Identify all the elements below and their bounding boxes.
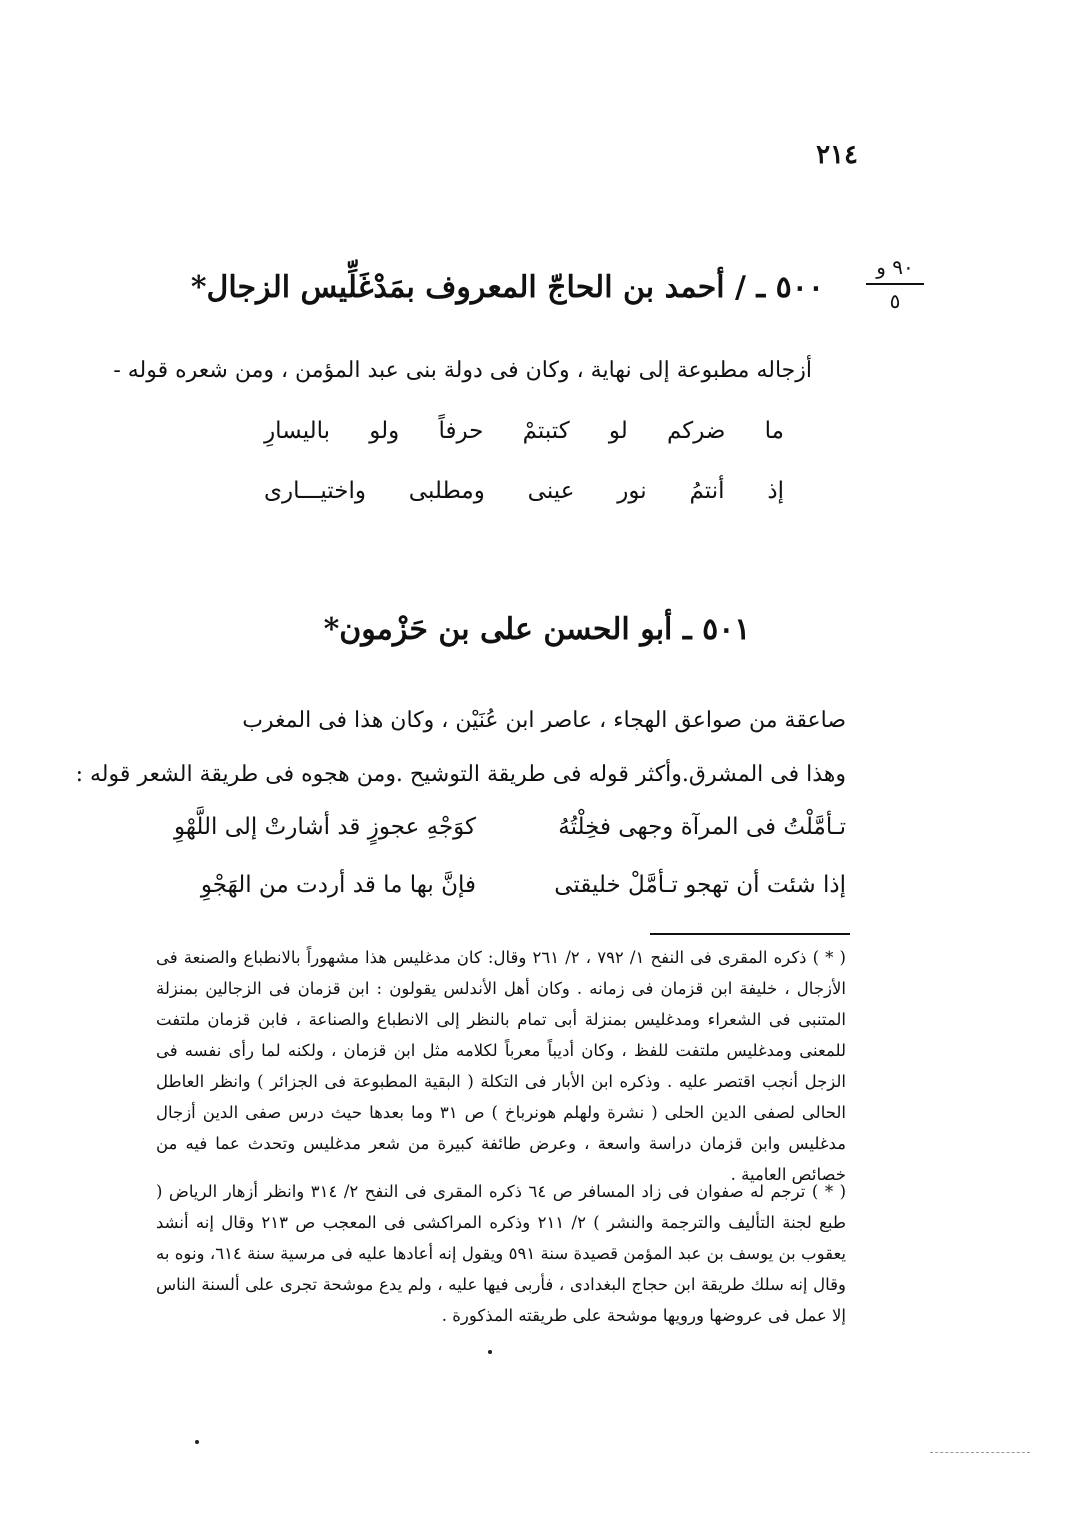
entry-500-verse-2 xyxy=(264,478,784,504)
footnote-2: ( * ) ترجم له صفوان فى زاد المسافر ص ٦٤ ذكره المقرى فى النفح ٢/ ٣١٤ وانظر أزهار الرياض ( طبع لجنة التأليف والترجمة والنشر ) ٢/ ٢١١ وذكره المراكشى فى المعجب ص ٢١٣ وقال إنه أنشد يعقوب بن يوسف بن عبد المؤمن قصيدة سنة ٥٩١ ويقول إنه أعادها عليه فى مرسية سنة ٦١٤، ونوه به وقال إنه سلك طريقة ابن حجاج البغدادى ، فأربى فيها عليه ، ولم يدع موشحة تجرى على ألسنة الناس إلا عمل فى عروضها ورويها موشحة على طريقته المذكورة . xyxy=(156,1182,847,1325)
scan-artifact-line xyxy=(930,1452,1030,1453)
entry-500-heading: ٥٠٠ ـ / أحمد بن الحاجّ المعروف بمَدْغَلِّيس الزجال* xyxy=(190,270,824,305)
margin-note-divider xyxy=(866,283,924,285)
footnote-1: ( * ) ذكره المقرى فى النفح ١/ ٧٩٢ ، ٢/ ٢٦١ وقال: كان مدغليس هذا مشهوراً بالانطباع والصنعة فى الأزجال ، خليفة ابن قزمان فى زمانه . وكان أهل الأندلس يقولون : ابن قزمان فى الزجالين بمنزلة المتنبى فى الشعراء ومدغليس بمنزلة أبى تمام بالنظر إلى الانطباع والصناعة ، فابن قزمان ملتفت للمعنى ومدغليس ملتفت للفظ ، وكان أديباً معرباً لكلامه مثل ابن قزمان ، ولكنه لما رأى نفسه فى الزجل أنجب اقتصر عليه . وذكره ابن الأبار فى التكلة ( البقية المطبوعة فى الجزائر ) وانظر العاطل الحالى لصفى الدين الحلى ( نشرة ولهلم هونرباخ ) ص ٣١ وما بعدها حيث درس صفى الدين أزجال مدغليس وابن قزمان دراسة واسعة ، وعرض طائفة كبيرة من شعر مدغليس وتحدث عما فيه من خصائص العامية . xyxy=(156,948,846,1184)
verse-word: كتبتمْ xyxy=(522,418,570,444)
margin-note-top: ٩٠ و xyxy=(876,255,914,279)
entry-501-verse-2-first: إذا شئت أن تهجو تـأمَّلْ خليقتى xyxy=(554,872,846,898)
entry-501-line-1: صاعقة من صواعق الهجاء ، عاصر ابن عُنَيْن ، وكان هذا فى المغرب xyxy=(242,708,846,733)
verse-word: أنتمُ xyxy=(689,478,725,504)
verse-word: حرفاً xyxy=(438,418,484,444)
entry-501-line-2: وهذا فى المشرق.وأكثر قوله فى طريقة التوشيح .ومن هجوه فى طريقة الشعر قوله : xyxy=(75,762,846,787)
verse-word: واختيـــارى xyxy=(264,478,366,504)
entry-501-verse-1-first: تـأمَّلْتُ فى المرآة وجهى فخِلْتُهُ xyxy=(558,814,846,840)
entry-501-heading: ٥٠١ ـ أبو الحسن على بن حَزْمون* xyxy=(323,612,751,647)
verse-word: عينى xyxy=(527,478,575,504)
entry-501-verse-1-second: كوَجْهِ عجوزٍ قد أشارتْ إلى اللَّهْوِ xyxy=(173,814,476,840)
speck-mark xyxy=(488,1350,492,1354)
entry-501-verse-2-second: فإنَّ بها ما قد أردت من الهَجْوِ xyxy=(200,872,476,898)
margin-note xyxy=(860,255,930,313)
verse-word: ولو xyxy=(369,418,400,444)
verse-word: ضركم xyxy=(666,418,726,444)
entry-500-intro: أزجاله مطبوعة إلى نهاية ، وكان فى دولة بنى عبد المؤمن ، ومن شعره قوله - xyxy=(113,358,812,383)
footnote-rule xyxy=(650,933,850,935)
page-number: ٢١٤ xyxy=(816,140,858,170)
verse-word: نور xyxy=(617,478,647,504)
verse-word: ما xyxy=(764,418,784,444)
speck-mark xyxy=(195,1440,199,1444)
margin-note-bottom: ٥ xyxy=(889,289,901,313)
verse-word: إذ xyxy=(767,478,784,504)
entry-500-verse-1 xyxy=(264,418,784,444)
verse-word: ومطلبى xyxy=(408,478,485,504)
verse-word: باليسارِ xyxy=(264,418,331,444)
verse-word: لو xyxy=(608,418,628,444)
